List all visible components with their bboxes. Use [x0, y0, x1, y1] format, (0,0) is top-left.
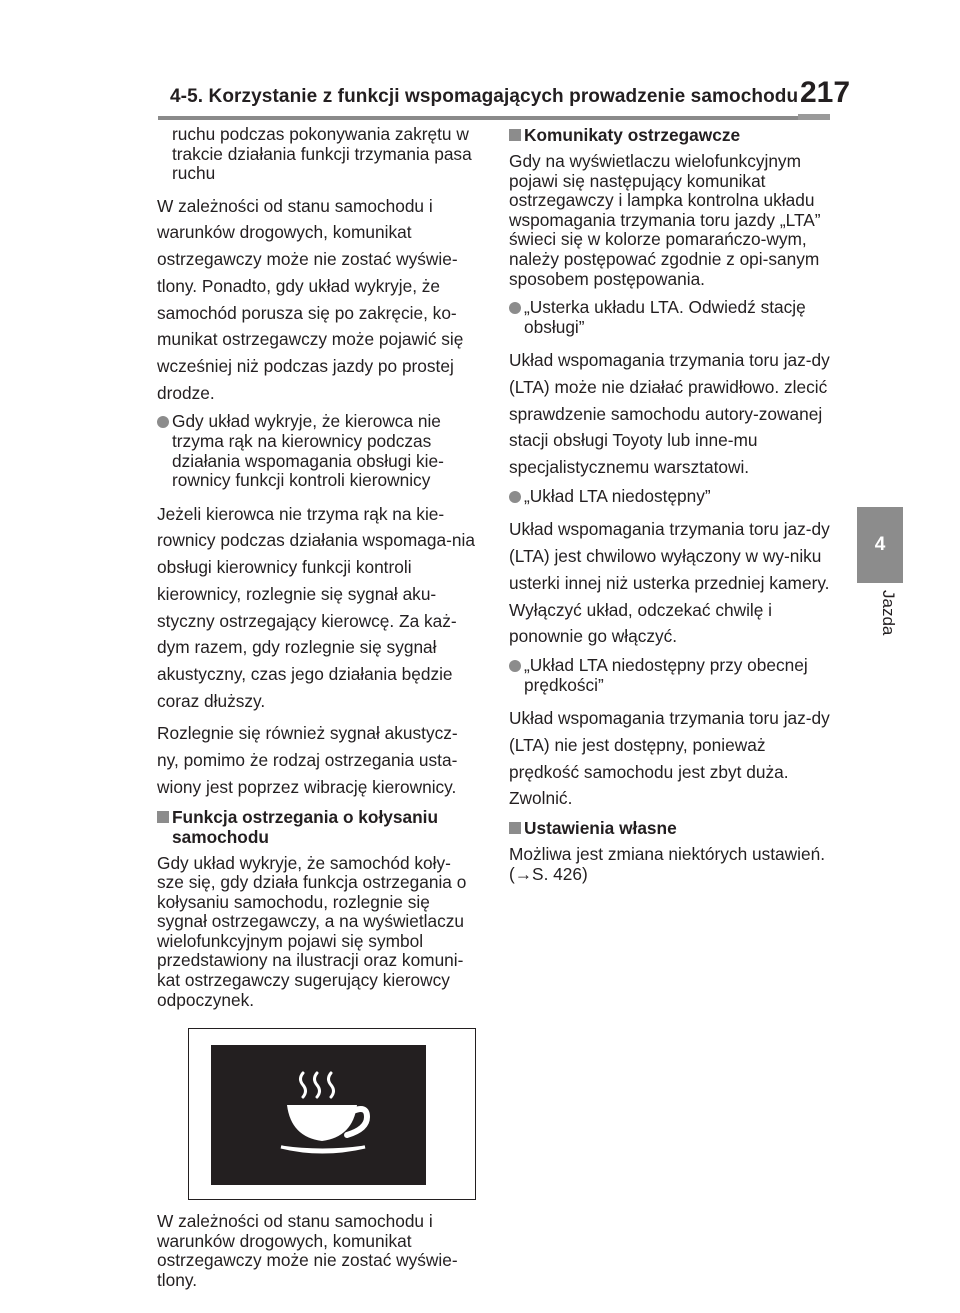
subheading-text: Funkcja ostrzegania o kołysaniu samochodu	[172, 806, 439, 847]
illustration-frame	[188, 1028, 476, 1200]
paragraph: Jeżeli kierowca nie trzyma rąk na kie-rownicy podczas działania wspomaga-nia obsługi kierownicy funkcji kontroli kierownicy, rozlegnie się sygnał aku-styczny ostrzegający kierowcę. Za każ-dym razem, gdy rozlegnie się sygnał akustyczny, czas jego działania będzie coraz dłuższy.	[157, 503, 475, 711]
subheading-text: Ustawienia własne	[524, 817, 677, 838]
bullet-text: „Usterka układu LTA. Odwiedź stację obsługi”	[524, 297, 806, 337]
header-rule-block	[798, 114, 830, 120]
section-title: 4-5. Korzystanie z funkcji wspomagających prowadzenie samochodu	[170, 86, 799, 107]
paragraph: Możliwa jest zmiana niektórych ustawień. (→S. 426)	[509, 843, 825, 884]
paragraph: ruchu podczas pokonywania zakrętu w trakcie działania funkcji trzymania pasa ruchu	[172, 124, 472, 184]
subheading	[509, 818, 834, 838]
paragraph: Układ wspomagania trzymania toru jaz-dy (LTA) jest chwilowo wyłączony w wy-niku usterki innej niż usterka przedniej kamery. Wyłączyć układ, odczekać chwilę i ponownie go włączyć.	[509, 519, 830, 647]
bullet-dot-icon	[157, 416, 169, 428]
bullet-dot-icon	[509, 302, 521, 314]
coffee-cup-icon	[211, 1045, 426, 1185]
bullet-dot-icon	[509, 491, 521, 503]
subheading-text: Komunikaty ostrzegawcze	[524, 125, 741, 145]
bullet-dot-icon	[509, 660, 521, 672]
bullet-text: Gdy układ wykryje, że kierowca nie trzyma rąk na kierownicy podczas działania wspomagania obsługi kie-rownicy funkcji kontroli kierownicy	[172, 411, 444, 491]
header-rule	[158, 116, 798, 120]
bullet-item	[157, 412, 477, 490]
paragraph: Układ wspomagania trzymania toru jaz-dy (LTA) może nie działać prawidłowo. zlecić sprawdzenie samochodu autory-zowanej stacji obsługi Toyoty lub inne-mu specjalistycznemu warsztatowi.	[509, 350, 830, 478]
bullet-item	[509, 656, 834, 695]
square-bullet-icon	[509, 129, 521, 141]
left-column	[157, 125, 477, 1300]
subheading	[509, 125, 834, 145]
display-screen	[211, 1045, 426, 1185]
bullet-item	[509, 298, 834, 337]
paragraph: W zależności od stanu samochodu i warunków drogowych, komunikat ostrzegawczy może nie zostać wyświe-tlony.	[157, 1211, 458, 1291]
paragraph: Gdy układ wykryje, że samochód koły-sze się, gdy działa funkcja ostrzegania o kołysaniu samochodu, rozlegnie się sygnał ostrzegawczy, a na wyświetlaczu wielofunkcyjnym pojawi się symbol przedstawiony na ilustracji oraz komuni-kat ostrzegawczy sugerujący kierowcy odpoczynek.	[157, 852, 467, 1010]
bullet-text: „Układ LTA niedostępny”	[524, 485, 711, 506]
square-bullet-icon	[157, 811, 169, 823]
subheading	[157, 807, 477, 847]
paragraph: Gdy na wyświetlaczu wielofunkcyjnym pojawi się następujący komunikat ostrzegawczy i lampka kontrolna układu wspomagania trzymania toru jazdy „LTA” świeci się w kolorze pomarańczo-wym, należy postępować zgodnie z opi-sanym sposobem postępowania.	[509, 151, 821, 289]
paragraph: Rozlegnie się również sygnał akustycz-ny, pomimo że rodzaj ostrzegania usta-wiony jest poprzez wibrację kierownicy.	[157, 723, 458, 797]
bullet-text: „Układ LTA niedostępny przy obecnej prędkości”	[524, 654, 808, 695]
bullet-item	[509, 487, 834, 507]
paragraph: W zależności od stanu samochodu i warunków drogowych, komunikat ostrzegawczy może nie zostać wyświe-tlony. Ponadto, gdy układ wykryje, że samochód porusza się po zakręcie, ko-munikat ostrzegawczy może pojawić się wcześniej niż podczas jazdy po prostej drodze.	[157, 195, 464, 403]
page-number: 217	[800, 76, 851, 109]
chapter-label: Jazda	[879, 590, 898, 636]
square-bullet-icon	[509, 822, 521, 834]
paragraph: Układ wspomagania trzymania toru jaz-dy (LTA) nie jest dostępny, ponieważ prędkość samochodu jest zbyt duża. Zwolnić.	[509, 708, 830, 809]
right-column	[509, 125, 834, 893]
chapter-tab[interactable]: 4	[857, 507, 903, 583]
